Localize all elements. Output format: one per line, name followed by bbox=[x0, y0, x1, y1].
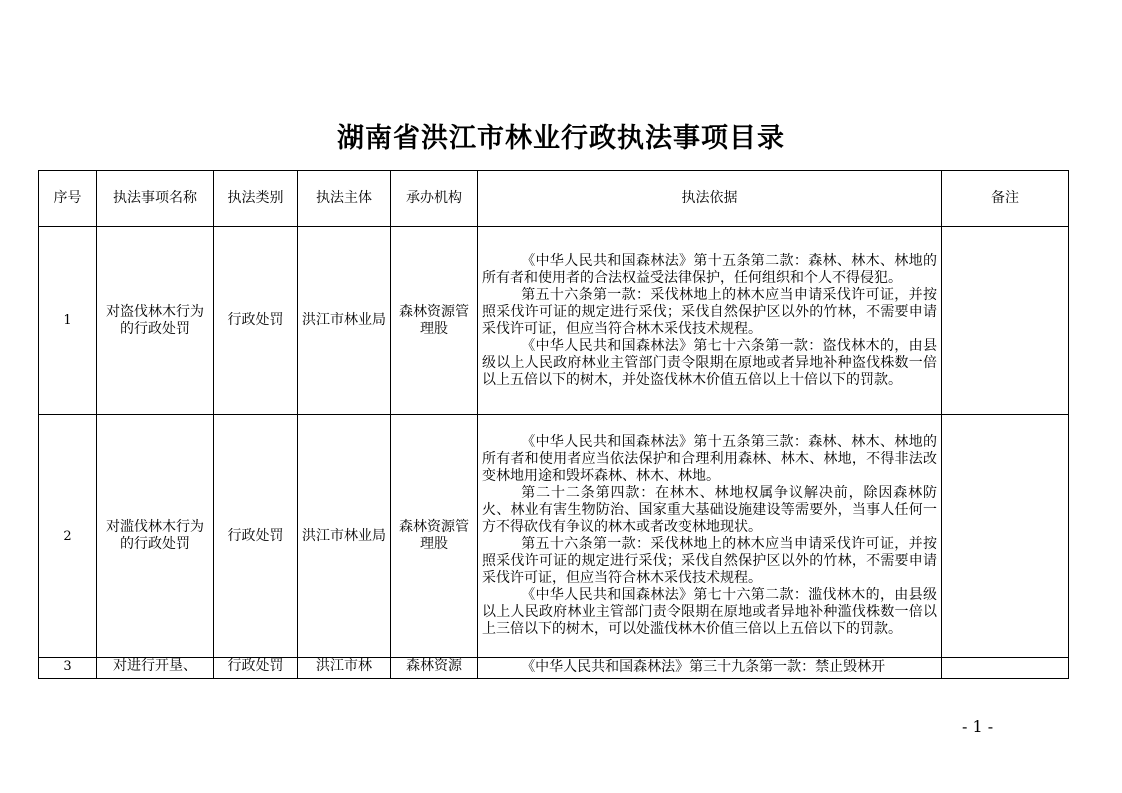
basis-paragraph: 第二十二条第四款：在林木、林地权属争议解决前，除因森林防火、林业有害生物防治、国家重大基础设施建设等需要外，当事人任何一方不得砍伐有争议的林木或者改变林地现状。 bbox=[482, 485, 937, 535]
cell-basis bbox=[478, 415, 942, 658]
cell-category: 行政处罚 bbox=[214, 415, 298, 658]
header-category: 执法类别 bbox=[214, 171, 298, 227]
page-number: - 1 - bbox=[962, 717, 994, 736]
cell-basis bbox=[478, 658, 942, 679]
cell-category: 行政处罚 bbox=[214, 227, 298, 415]
cell-no: 1 bbox=[39, 227, 97, 415]
cell-office: 森林资源 bbox=[391, 658, 478, 679]
basis-paragraph: 第五十六条第一款：采伐林地上的林木应当申请采伐许可证，并按照采伐许可证的规定进行采伐；采伐自然保护区以外的竹林，不需要申请采伐许可证，但应当符合林木采伐技术规程。 bbox=[482, 536, 937, 586]
cell-name: 对滥伐林木行为的行政处罚 bbox=[97, 415, 214, 658]
cell-subject: 洪江市林业局 bbox=[298, 227, 391, 415]
table-row bbox=[39, 658, 1069, 679]
table-row bbox=[39, 415, 1069, 658]
cell-name: 对盗伐林木行为的行政处罚 bbox=[97, 227, 214, 415]
cell-remark bbox=[942, 227, 1069, 415]
cell-subject: 洪江市林 bbox=[298, 658, 391, 679]
header-remark: 备注 bbox=[942, 171, 1069, 227]
table-header-row bbox=[39, 171, 1069, 227]
cell-no: 3 bbox=[39, 658, 97, 679]
cell-category: 行政处罚 bbox=[214, 658, 298, 679]
cell-remark bbox=[942, 415, 1069, 658]
cell-office: 森林资源管理股 bbox=[391, 415, 478, 658]
header-basis: 执法依据 bbox=[478, 171, 942, 227]
basis-paragraph: 《中华人民共和国森林法》第七十六条第一款：盗伐林木的，由县级以上人民政府林业主管部门责令限期在原地或者异地补种盗伐株数一倍以上五倍以下的树木，并处盗伐林木价值五倍以上十倍以下的罚款。 bbox=[482, 337, 937, 388]
header-office: 承办机构 bbox=[391, 171, 478, 227]
header-name: 执法事项名称 bbox=[97, 171, 214, 227]
cell-remark bbox=[942, 658, 1069, 679]
header-no: 序号 bbox=[39, 171, 97, 227]
page-title: 湖南省洪江市林业行政执法事项目录 bbox=[337, 123, 785, 154]
basis-paragraph: 《中华人民共和国森林法》第十五条第二款：森林、林木、林地的所有者和使用者的合法权益受法律保护，任何组织和个人不得侵犯。 bbox=[482, 252, 937, 286]
cell-subject: 洪江市林业局 bbox=[298, 415, 391, 658]
basis-paragraph: 第五十六条第一款：采伐林地上的林木应当申请采伐许可证，并按照采伐许可证的规定进行采伐；采伐自然保护区以外的竹林，不需要申请采伐许可证，但应当符合林木采伐技术规程。 bbox=[482, 286, 937, 337]
header-subject: 执法主体 bbox=[298, 171, 391, 227]
basis-paragraph: 《中华人民共和国森林法》第十五条第三款：森林、林木、林地的所有者和使用者应当依法保护和合理利用森林、林木、林地，不得非法改变林地用途和毁坏森林、林木、林地。 bbox=[482, 434, 937, 484]
cell-no: 2 bbox=[39, 415, 97, 658]
cell-basis bbox=[478, 227, 942, 415]
enforcement-table bbox=[38, 170, 1069, 679]
basis-paragraph: 《中华人民共和国森林法》第七十六第二款：滥伐林木的，由县级以上人民政府林业主管部门责令限期在原地或者异地补种滥伐株数一倍以上三倍以下的树木，可以处滥伐林木价值三倍以上五倍以下的罚款。 bbox=[482, 587, 937, 637]
table-row bbox=[39, 227, 1069, 415]
cell-office: 森林资源管理股 bbox=[391, 227, 478, 415]
basis-paragraph: 《中华人民共和国森林法》第三十九条第一款：禁止毁林开 bbox=[521, 659, 886, 675]
cell-name: 对进行开垦、 bbox=[97, 658, 214, 679]
